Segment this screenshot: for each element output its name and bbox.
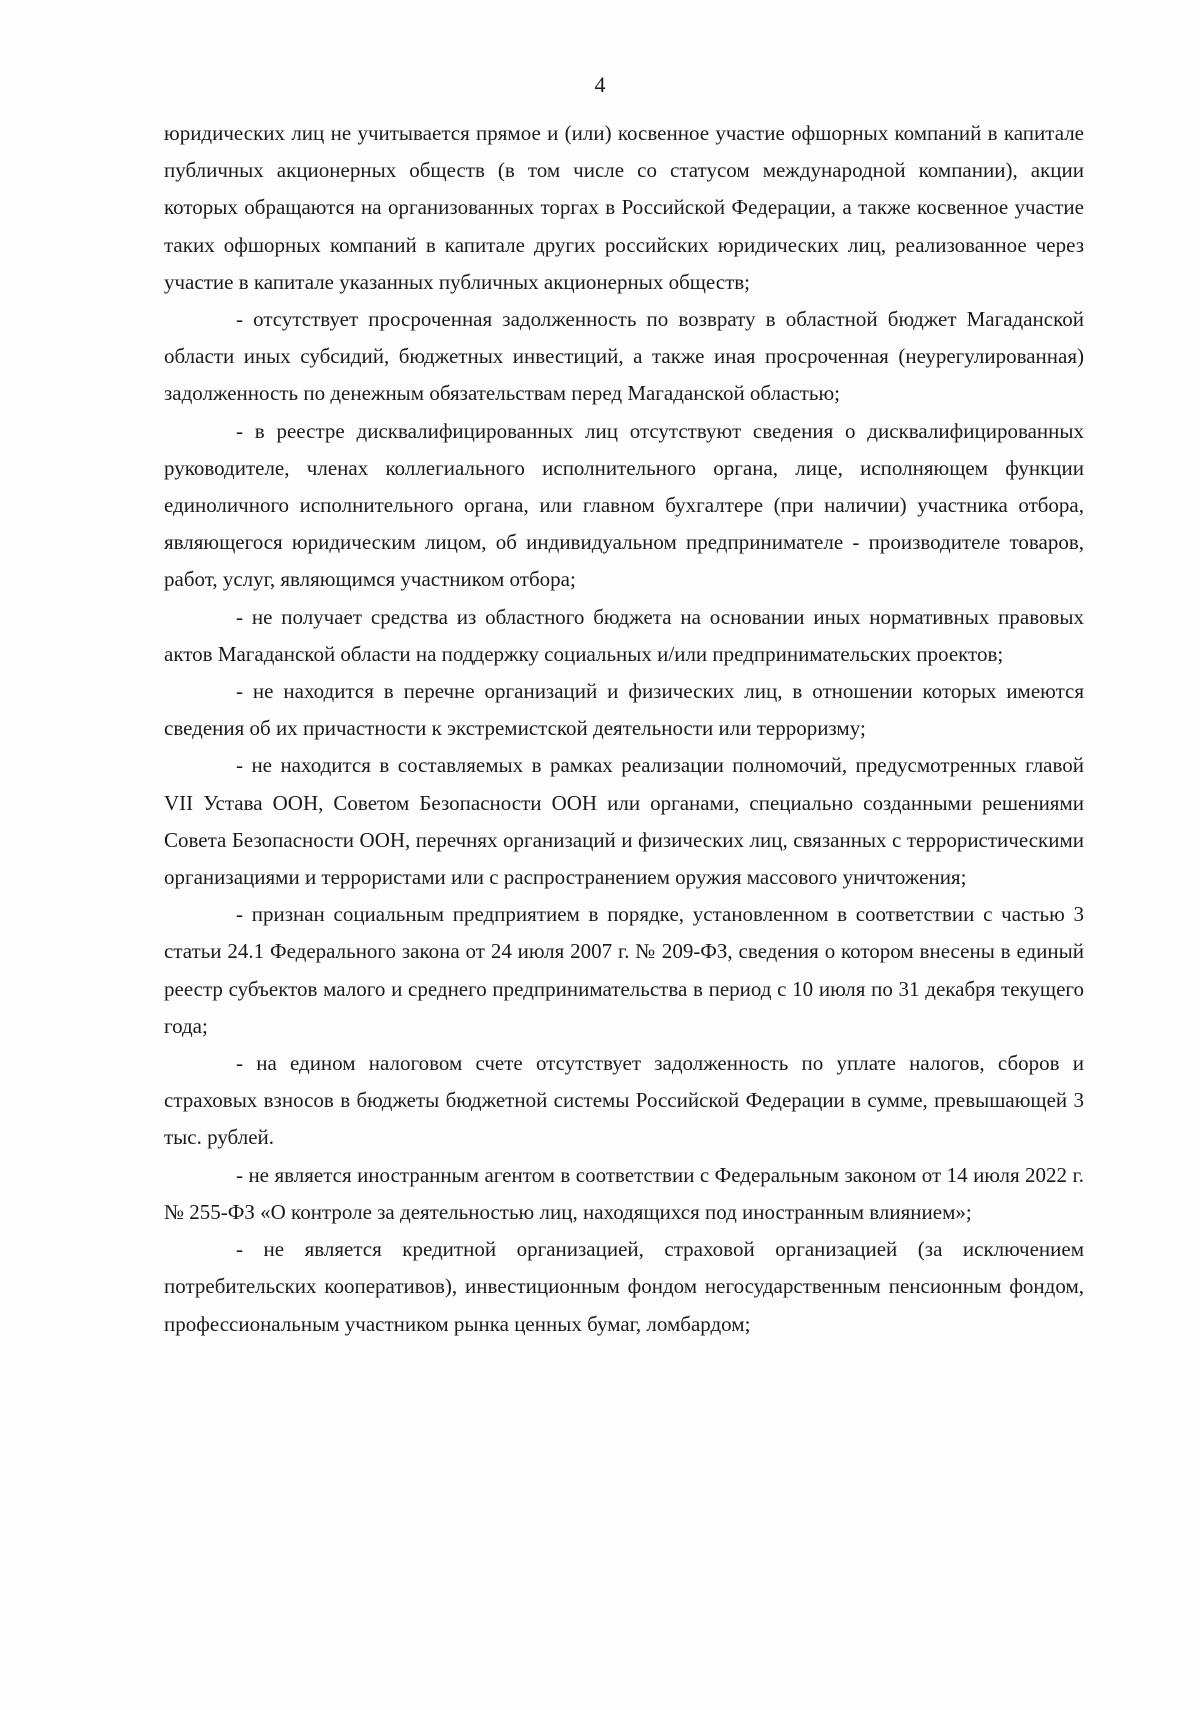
paragraph-not-un-sanctions-list: - не находится в составляемых в рамках реализации полномочий, предусмотренных главой VII Устава ООН, Советом Безопасности ООН или органами, специально созданными решениями Совета Безопасности ООН, перечнях организаций и физических лиц, связанных с террористическими организациями и террористами или с распространением оружия массового уничтожения;	[164, 753, 1084, 890]
page-number: 4	[594, 72, 606, 97]
paragraph-disqualified-persons: - в реестре дисквалифицированных лиц отсутствуют сведения о дисквалифицированных руководителе, членах коллегиального исполнительного органа, лице, исполняющем функции единоличного исполнительного органа, или главном бухгалтере (при наличии) участника отбора, являющегося юридическим лицом, об индивидуальном предпринимателе - производителе товаров, работ, услуг, являющимся участником отбора;	[164, 418, 1084, 592]
paragraph-no-overdue-debt: - отсутствует просроченная задолженность по возврату в областной бюджет Магаданской области иных субсидий, бюджетных инвестиций, а также иная просроченная (неурегулированная) задолженность по денежным обязательствам перед Магаданской областью;	[164, 307, 1084, 406]
document-body	[164, 115, 1084, 1343]
paragraph-not-foreign-agent: - не является иностранным агентом в соответствии с Федеральным законом от 14 июля 2022 г. № 255-ФЗ «О контроле за деятельностью лиц, находящихся под иностранным влиянием»;	[164, 1162, 1084, 1224]
paragraph-not-financial-organization: - не является кредитной организацией, страховой организацией (за исключением потребительских кооперативов), инвестиционным фондом негосударственным пенсионным фондом, профессиональным участником рынка ценных бумаг, ломбардом;	[164, 1237, 1084, 1336]
paragraph-no-other-budget-funds: - не получает средства из областного бюджета на основании иных нормативных правовых актов Магаданской области на поддержку социальных и/или предпринимательских проектов;	[164, 604, 1084, 666]
paragraph-offshore-participation: юридических лиц не учитывается прямое и (или) косвенное участие офшорных компаний в капитале публичных акционерных обществ (в том числе со статусом международной компании), акции которых обращаются на организованных торгах в Российской Федерации, а также косвенное участие таких офшорных компаний в капитале других российских юридических лиц, реализованное через участие в капитале указанных публичных акционерных обществ;	[164, 121, 1084, 294]
paragraph-social-enterprise: - признан социальным предприятием в порядке, установленном в соответствии с частью 3 статьи 24.1 Федерального закона от 24 июля 2007 г. № 209-ФЗ, сведения о котором внесены в единый реестр субъектов малого и среднего предпринимательства в период с 10 июля по 31 декабря текущего года;	[164, 902, 1084, 1038]
paragraph-no-tax-debt: - на едином налоговом счете отсутствует задолженность по уплате налогов, сборов и страховых взносов в бюджеты бюджетной системы Российской Федерации в сумме, превышающей 3 тыс. рублей.	[164, 1051, 1084, 1150]
paragraph-not-extremist-list: - не находится в перечне организаций и физических лиц, в отношении которых имеются сведения об их причастности к экстремистской деятельности или терроризму;	[164, 679, 1084, 741]
